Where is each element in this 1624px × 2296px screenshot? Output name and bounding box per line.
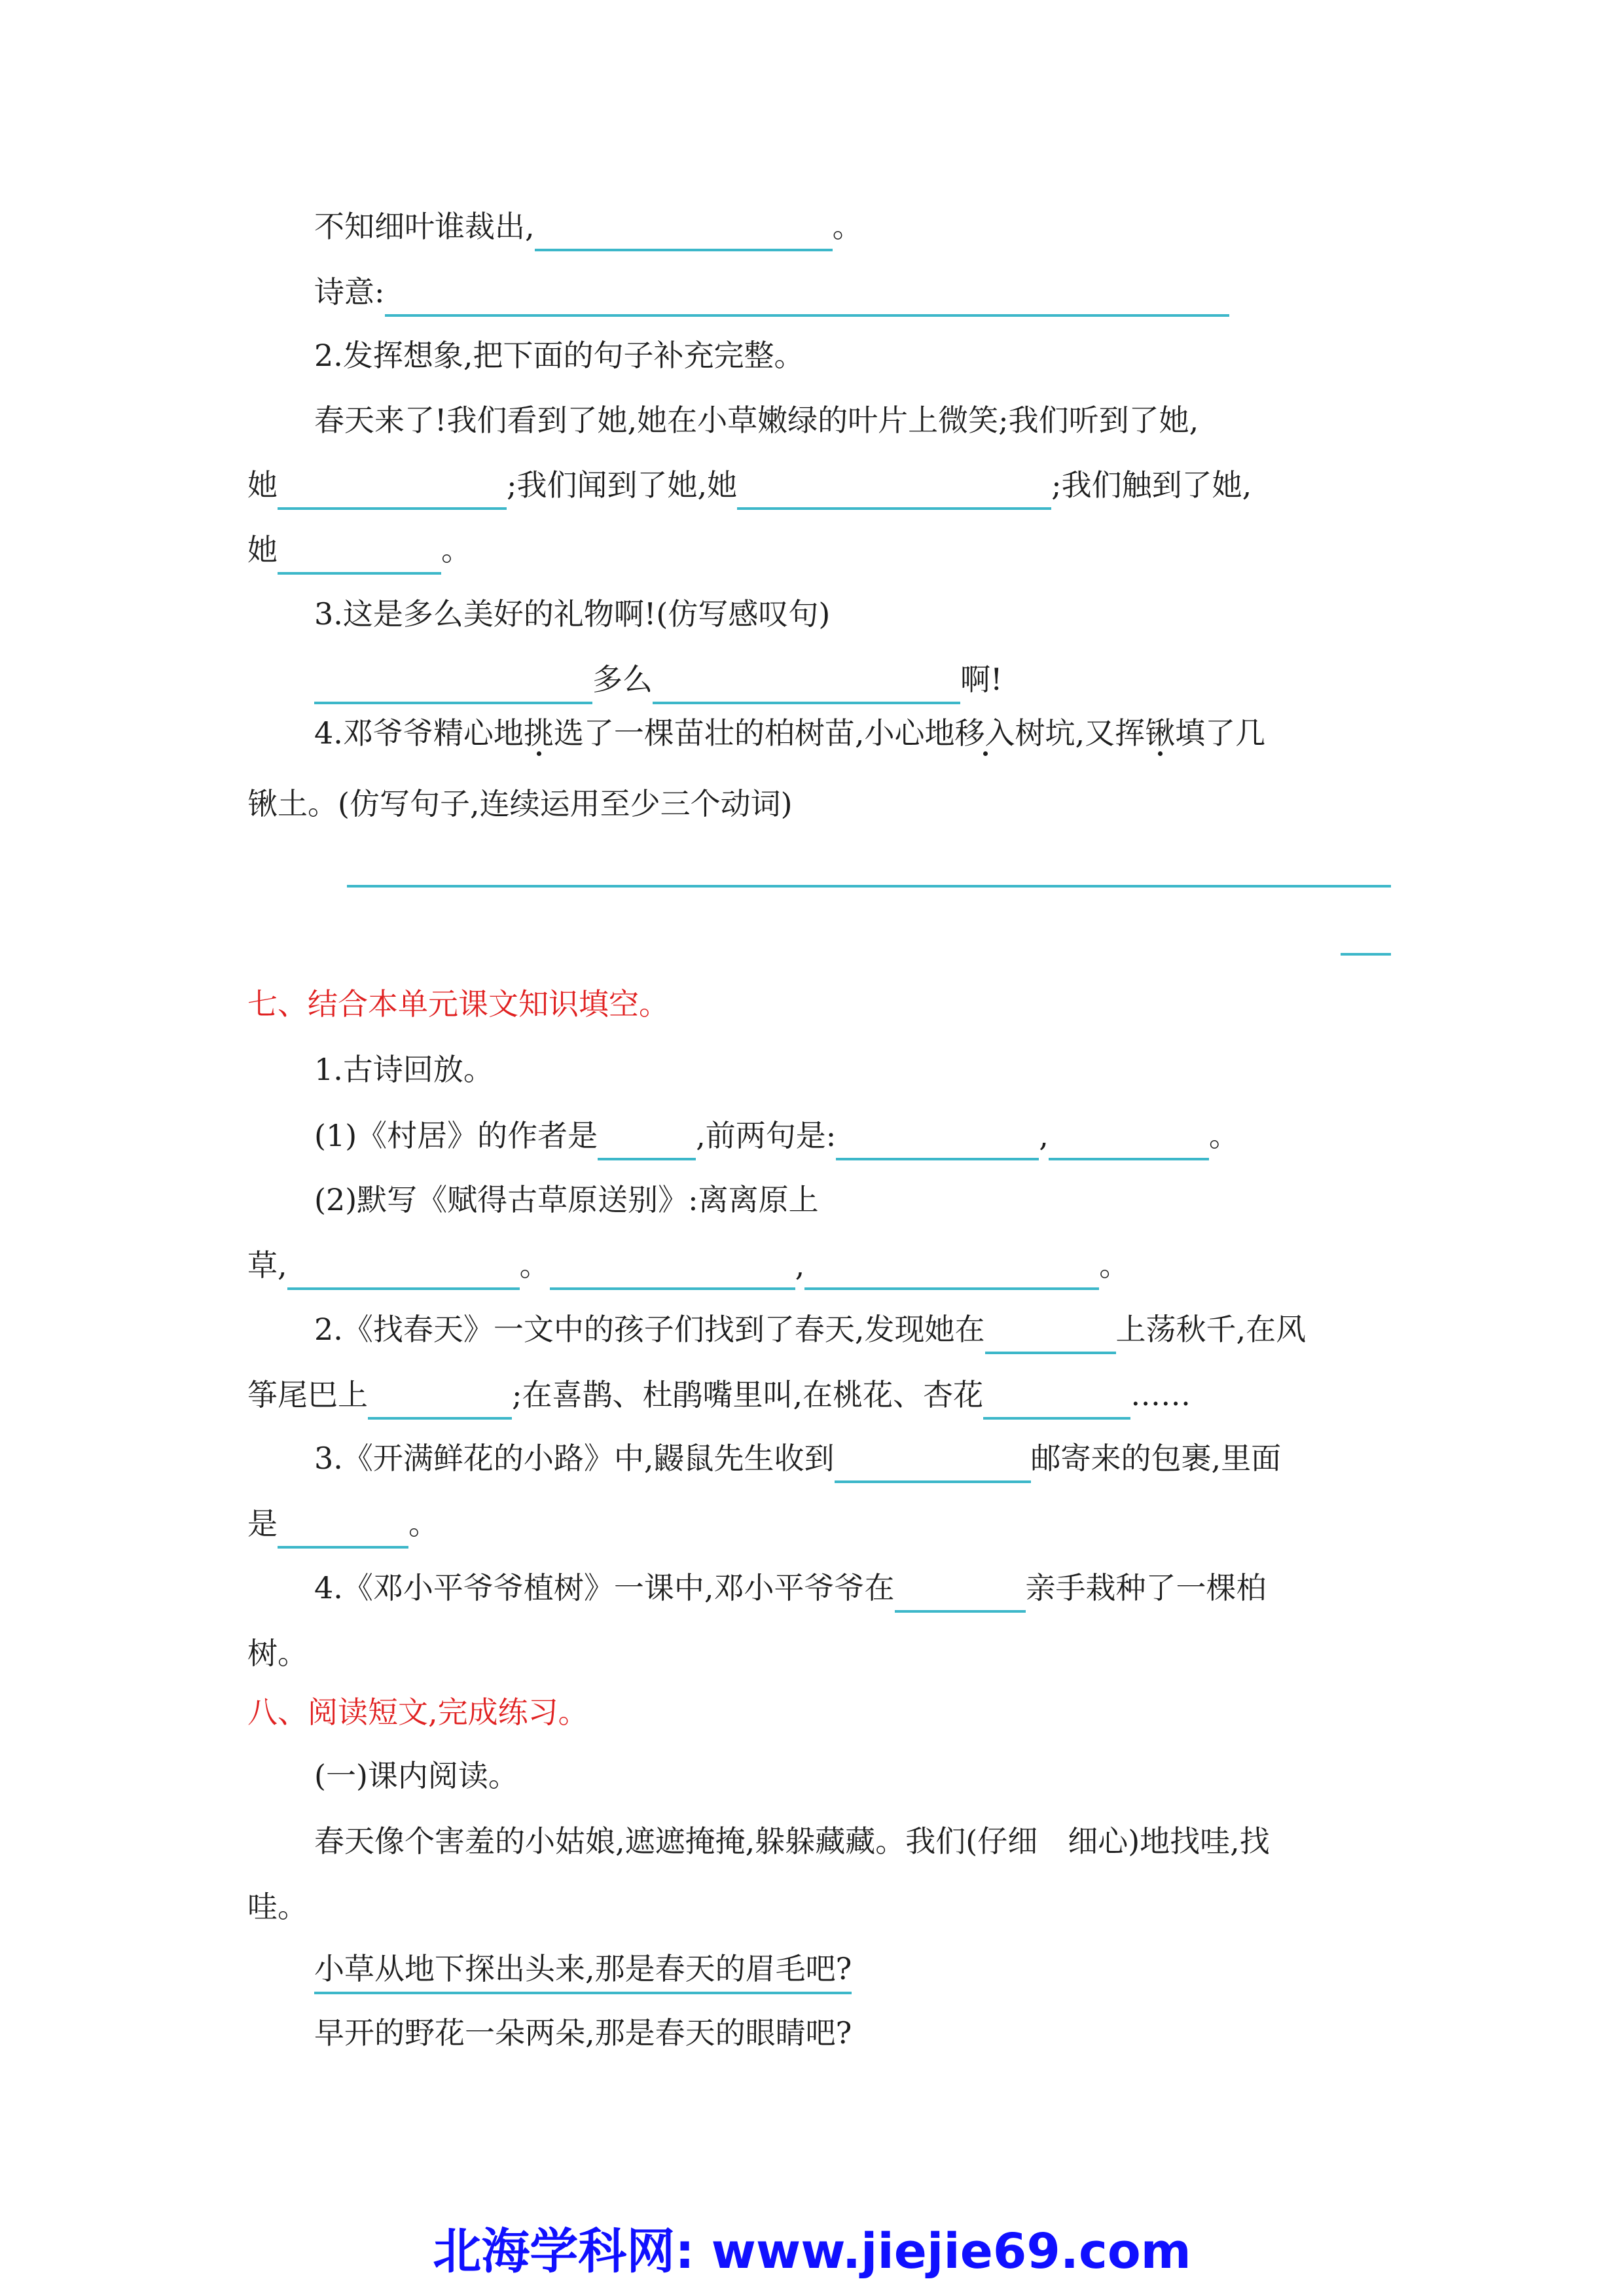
verb-emphasis: 挥锹填 bbox=[1115, 715, 1206, 751]
s8-sub: (一)课内阅读。 bbox=[314, 1758, 518, 1793]
s7-q3-line2: 是 。 bbox=[247, 1499, 439, 1549]
parcel-blank[interactable] bbox=[278, 1507, 408, 1549]
verb-emphasis: 挑 bbox=[523, 715, 554, 751]
smell-blank[interactable] bbox=[737, 468, 1051, 510]
touch-blank[interactable] bbox=[278, 533, 441, 575]
q2-sentence: 春天来了!我们看到了她,她在小草嫩绿的叶片上微笑;我们听到了她, bbox=[314, 403, 1199, 438]
s7-q1-2: (2)默写《赋得古草原送别》:离离原上 bbox=[314, 1182, 819, 1217]
passage-p3: 早开的野花一朵两朵,那是春天的眼睛吧? bbox=[314, 2015, 852, 2051]
underlined-sentence: 小草从地下探出头来,那是春天的眉毛吧? bbox=[314, 1951, 852, 1994]
grass-blank-1[interactable] bbox=[287, 1248, 520, 1290]
s7-q1: 1.古诗回放。 bbox=[314, 1052, 494, 1087]
grass-blank-2[interactable] bbox=[550, 1248, 795, 1290]
poem-line: 不知细叶谁裁出, 。 bbox=[314, 202, 863, 251]
s7-q4-line2: 树。 bbox=[247, 1636, 308, 1671]
sender-blank[interactable] bbox=[835, 1441, 1031, 1483]
s7-q2-line2: 筝尾巴上 ;在喜鹊、杜鹃嘴里叫,在桃花、杏花 …… bbox=[247, 1370, 1191, 1420]
hear-blank[interactable] bbox=[278, 468, 507, 510]
passage-p2 bbox=[314, 1944, 852, 1994]
exclaim-blank-1[interactable] bbox=[314, 662, 592, 704]
place-blank[interactable] bbox=[895, 1571, 1026, 1613]
q4-line2: 锹土。(仿写句子,连续运用至少三个动词) bbox=[247, 786, 793, 821]
meaning-line: 诗意: bbox=[314, 267, 1229, 317]
q3-line: 多么 啊! bbox=[314, 655, 1003, 704]
exclaim-blank-2[interactable] bbox=[653, 662, 960, 704]
q2-title: 2.发挥想象,把下面的句子补充完整。 bbox=[314, 338, 804, 373]
section-8-heading: 八、阅读短文,完成练习。 bbox=[247, 1695, 588, 1730]
poem-line1-blank[interactable] bbox=[836, 1119, 1039, 1160]
verb-emphasis: 移入 bbox=[954, 715, 1015, 751]
poem-line2-blank[interactable] bbox=[1049, 1119, 1209, 1160]
passage-p1-end: 哇。 bbox=[247, 1889, 308, 1924]
flower-blank[interactable] bbox=[983, 1378, 1130, 1420]
answer-rule-1[interactable] bbox=[347, 885, 1391, 888]
s7-q3: 3.《开满鲜花的小路》中,鼹鼠先生收到 邮寄来的包裹,里面 bbox=[314, 1433, 1281, 1483]
passage-p1: 春天像个害羞的小姑娘,遮遮掩掩,躲躲藏藏。我们(仔细 细心)地找哇,找 bbox=[314, 1823, 1270, 1859]
poem-blank[interactable] bbox=[535, 209, 833, 251]
grass-blank-3[interactable] bbox=[804, 1248, 1099, 1290]
s7-q4: 4.《邓小平爷爷植树》一课中,邓小平爷爷在 亲手栽种了一棵柏 bbox=[314, 1563, 1267, 1613]
q3-title: 3.这是多么美好的礼物啊!(仿写感叹句) bbox=[314, 596, 831, 632]
s7-q1-2-blanks: 草, 。 , 。 bbox=[247, 1240, 1129, 1290]
answer-rule-2[interactable] bbox=[1341, 953, 1391, 956]
s7-q2: 2.《找春天》一文中的孩子们找到了春天,发现她在 上荡秋千,在风 bbox=[314, 1304, 1306, 1354]
meaning-blank[interactable] bbox=[385, 275, 1229, 317]
q4-line1: 4.邓爷爷精心地挑选了一棵苗壮的柏树苗,小心地移入树坑,又挥锹填了几 bbox=[314, 715, 1266, 751]
author-blank[interactable] bbox=[598, 1119, 696, 1160]
s7-q1-1: (1)《村居》的作者是 ,前两句是: , 。 bbox=[314, 1111, 1239, 1160]
q2-line3: 她 。 bbox=[247, 525, 471, 575]
section-7-heading: 七、结合本单元课文知识填空。 bbox=[247, 986, 669, 1022]
kite-blank[interactable] bbox=[368, 1378, 512, 1420]
q2-line2: 她 ;我们闻到了她,她 ;我们触到了她, bbox=[247, 460, 1252, 510]
swing-blank[interactable] bbox=[985, 1312, 1116, 1354]
footer-watermark: 北海学科网: www.jiejie69.com bbox=[433, 2223, 1191, 2280]
